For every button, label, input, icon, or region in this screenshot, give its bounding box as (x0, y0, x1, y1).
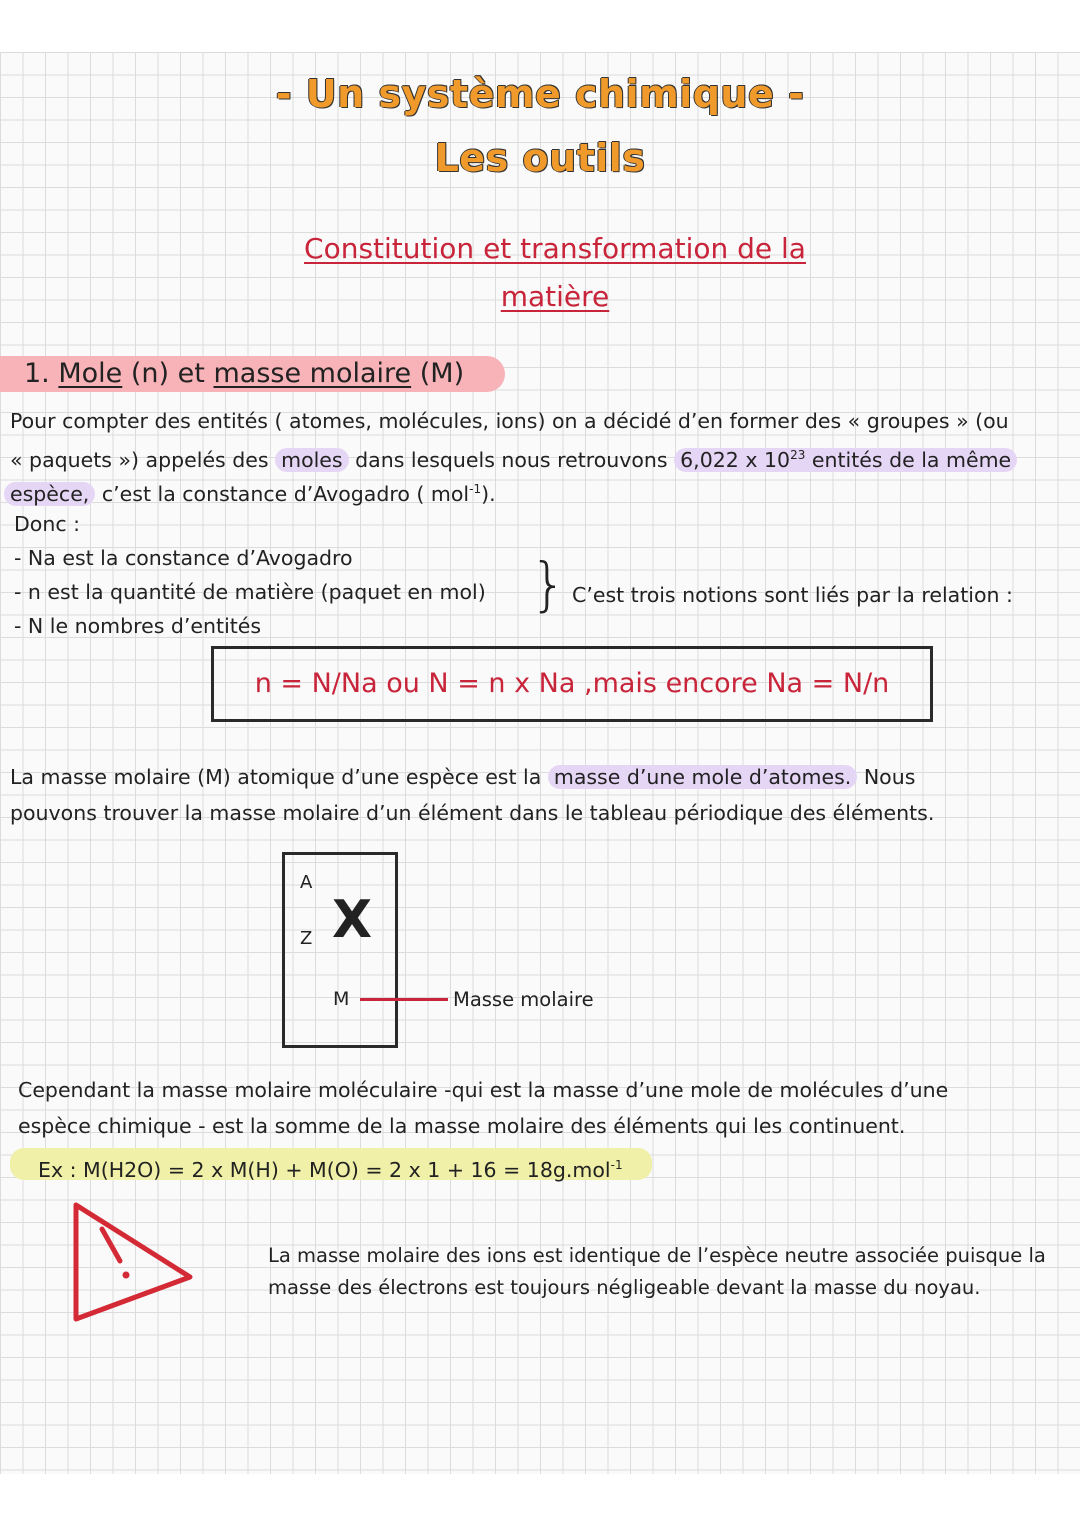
para1-line3-end: ). (481, 481, 496, 506)
example-exponent: -1 (610, 1158, 623, 1172)
page-title-line2: Les outils (434, 136, 646, 180)
section-number: 1. (24, 358, 50, 389)
donc-item-quantite: - n est la quantité de matière (paquet en mol) (14, 580, 486, 604)
warning-triangle-icon (70, 1195, 200, 1325)
warning-line2: masse des électrons est toujours négligeable devant la masse du noyau. (268, 1276, 981, 1299)
avogadro-tail: entités de la même (811, 447, 1012, 472)
section-word-masse-molaire: masse molaire (213, 358, 412, 389)
element-mass-number: A (300, 872, 313, 893)
molar-mass-label: Masse molaire (453, 988, 594, 1011)
donc-label: Donc : (14, 512, 81, 536)
para1-line2-start: « paquets ») appelés des (10, 447, 269, 472)
relation-text: C’est trois notions sont liés par la relation : (572, 583, 1013, 607)
section-word-mole: Mole (58, 358, 123, 389)
para2-line2: pouvons trouver la masse molaire d’un élément dans le tableau périodique des éléments. (10, 801, 935, 825)
highlight-masse-mole: masse d’une mole d’atomes. (548, 765, 857, 789)
para1-line1: Pour compter des entités ( atomes, molécules, ions) on a décidé d’en former des « groupes » (ou (10, 409, 1009, 433)
section-n-symbol: (n) (130, 358, 170, 389)
curly-bracket: } (530, 550, 567, 618)
page-title-line1: - Un système chimique - (275, 72, 805, 116)
donc-item-entites: - N le nombres d’entités (14, 614, 262, 638)
section-title (24, 358, 464, 389)
para1-line3-rest: c’est la constance d’Avogadro ( mol (101, 481, 470, 506)
element-molar-mass-symbol: M (333, 988, 350, 1010)
para1-line3 (4, 472, 496, 511)
highlight-moles: moles (275, 448, 349, 472)
para2-line1 (10, 760, 915, 794)
subtitle-line2: matière (500, 280, 610, 313)
element-atomic-number: Z (300, 928, 313, 949)
highlight-espece: espèce, (4, 482, 95, 506)
section-conj: et (177, 358, 205, 389)
avogadro-exponent: 23 (790, 448, 806, 462)
para2-line1-start: La masse molaire (M) atomique d’une espèce est la (10, 765, 542, 789)
para1-line2 (10, 438, 1017, 477)
mol-exponent: -1 (469, 482, 482, 496)
formula-text: n = N/Na ou N = n x Na ,mais encore Na = N/n (254, 668, 890, 699)
para3-line2: espèce chimique - est la somme de la masse molaire des éléments qui les continuent. (18, 1114, 906, 1138)
donc-item-avogadro: - Na est la constance d’Avogadro (14, 546, 353, 570)
example-formula (38, 1148, 623, 1187)
subtitle-line1: Constitution et transformation de la (304, 232, 806, 265)
warning-line1: La masse molaire des ions est identique de l’espèce neutre associée puisque la (268, 1244, 1046, 1267)
molar-mass-pointer-line (360, 998, 448, 1001)
para1-line2-mid: dans lesquels nous retrouvons (355, 447, 668, 472)
highlight-avogadro-number (674, 448, 1017, 472)
avogadro-mantissa: 6,022 x 10 (680, 447, 791, 472)
example-text: Ex : M(H2O) = 2 x M(H) + M(O) = 2 x 1 + 16 = 18g.mol (38, 1157, 611, 1182)
para3-line1: Cependant la masse molaire moléculaire -qui est la masse d’une mole de molécules d’une (18, 1078, 949, 1102)
element-symbol: X (332, 890, 373, 950)
para2-line1-end: Nous (863, 765, 916, 789)
section-m-symbol: (M) (419, 358, 465, 389)
